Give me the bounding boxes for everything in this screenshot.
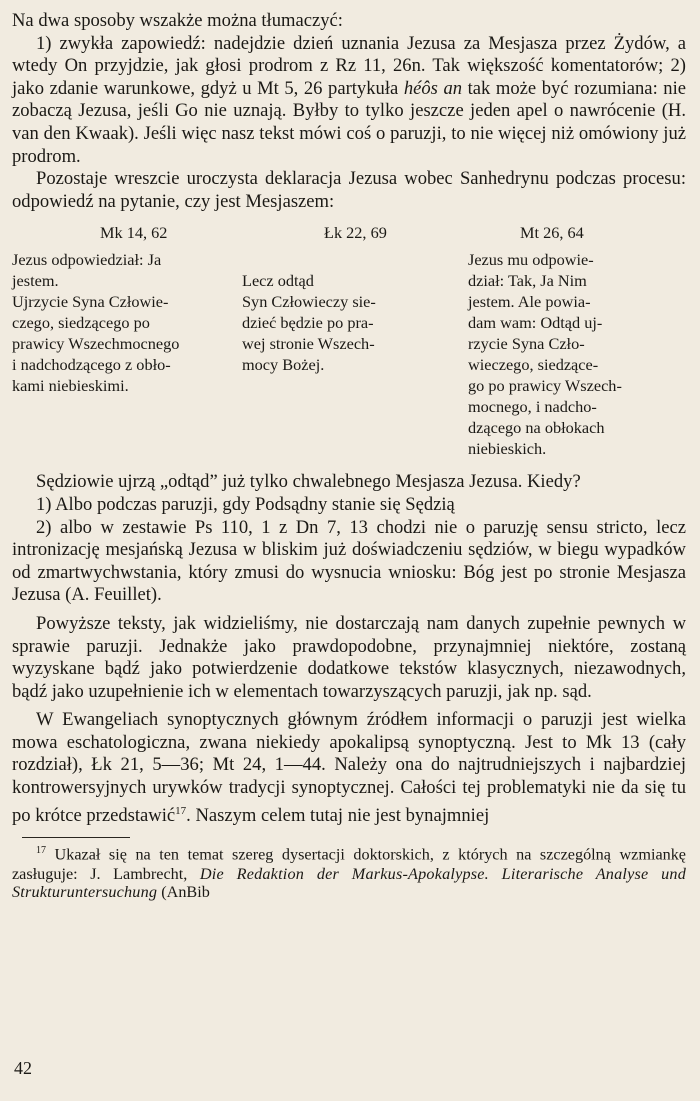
column-line: mocnego, i nadcho-: [468, 397, 597, 417]
column-mt: [468, 249, 678, 459]
paragraph-intro: Na dwa sposoby wszakże można tłumaczyć:: [12, 10, 343, 31]
synoptic-columns: [12, 215, 686, 459]
column-line: kami niebieskimi.: [12, 376, 129, 396]
column-line: Lecz odtąd: [242, 271, 314, 291]
column-line: Jezus mu odpowie-: [468, 250, 594, 270]
column-line: wej stronie Wszech-: [242, 334, 375, 354]
column-line: Syn Człowieczy sie-: [242, 292, 376, 312]
paragraph-synoptic: W Ewangeliach synoptycznych głównym źródłem informacji o paruzji jest wielka mowa eschatologiczna, zwana niekiedy apokalipsą synoptyczną. Jest to Mk 13 (cały rozdział), Łk 21, 5—36; Mt 24, 1—44. Należy ona do najtrudniejszych i najbardziej kontrowersyjnych urywków tradycji synoptycznej. Całości tej problematyki nie da się tu po krótce przedstawić$^{17}$. Naszym celem tutaj nie jest bynajmniej: [12, 709, 686, 826]
column-mk: [12, 249, 242, 459]
paragraph-texts: Powyższe teksty, jak widzieliśmy, nie dostarczają nam danych zupełnie pewnych w sprawie paruzji. Jednakże jako prawdopodobne, przynajmniej niektóre, zostaną wyzyskane bądź jako potwierdzenie dodatkowe tekstów klasycznych, niezawodnych, bądź jako uzupełnienie ich w elementach towarzyszących paruzji, jak np. sąd.: [12, 612, 686, 702]
paragraph-declaration: Pozostaje wreszcie uroczysta deklaracja Jezusa wobec Sanhedrynu podczas procesu: odpowiedź na pytanie, czy jest Mesjaszem:: [12, 168, 686, 212]
column-line: dział: Tak, Ja Nim: [468, 271, 587, 291]
column-lk: [242, 249, 428, 459]
column-line: jestem.: [12, 271, 59, 291]
footnote-number: 17: [36, 845, 46, 857]
paragraph-option-1: 1) Albo podczas paruzji, gdy Podsądny stanie się Sędzią: [36, 493, 455, 515]
footnote-ref: 17: [175, 804, 187, 817]
column-line: prawicy Wszechmocnego: [12, 334, 180, 354]
column-line: dzieć będzie po pra-: [242, 313, 374, 333]
paragraph-option-2: 2) albo w zestawie Ps 110, 1 z Dn 7, 13 chodzi nie o paruzję sensu stricto, lecz intronizację mesjańską Jezusa w bliskim już doświadczeniu sędziów, w biegu wypadków od zmartwychwstania, który zmusi do wysnucia wniosku: Bóg jest po stronie Mesjasza Jezusa (A. Feuillet).: [12, 516, 686, 606]
paragraph-judges: Sędziowie ujrzą „odtąd” już tylko chwalebnego Mesjasza Jezusa. Kiedy?: [36, 471, 581, 493]
column-line: Jezus odpowiedział: Ja: [12, 250, 162, 270]
paragraph-two-interpretations: 1) zwykła zapowiedź: nadejdzie dzień uznania Jezusa za Mesjasza przez Żydów, a wtedy On przyjdzie, jak głosi prodrom z Rz 11, 26n. Tak większość komentatorów; 2) jako zdanie warunkowe, gdyż u Mt 5, 26 partykuła héôs an tak może być rozumiana: nie zobaczą Jezusa, jeśli Go nie uznają. Byłby to tylko jeszcze jeden apel o nawrócenie (H. van den Kwaak). Jeśli więc nasz tekst mówi coś o paruzji, to nie więcej niż omówiony już prodrom.: [12, 32, 686, 167]
column-line: niebieskich.: [468, 439, 547, 459]
column-line: Ujrzycie Syna Człowie-: [12, 292, 169, 312]
column-line: go po prawicy Wszech-: [468, 376, 622, 396]
footnote-rule: [22, 837, 130, 838]
column-line: mocy Bożej.: [242, 355, 325, 375]
column-head-lk: Łk 22, 69: [324, 223, 387, 243]
column-head-mt: Mt 26, 64: [520, 223, 584, 243]
column-line: czego, siedzącego po: [12, 313, 150, 333]
column-line: rzycie Syna Czło-: [468, 334, 585, 354]
column-line: jestem. Ale powia-: [468, 292, 591, 312]
footnote: $^{17}$ Ukazał się na ten temat szereg dysertacji doktorskich, z których na szczególną wzmiankę zasługuje: J. Lambrecht, Die Redaktion der Markus-Apokalypse. Literarische Analyse und Strukturuntersuchung (AnBib: [12, 845, 686, 902]
footnote-italic-title: Die Redaktion der Markus-Apokalypse. Literarische Analyse und Strukturuntersuchung: [12, 864, 686, 902]
italic-term: héôs an: [403, 77, 463, 99]
column-line: wieczego, siedzące-: [468, 355, 599, 375]
page-number: 42: [14, 1058, 32, 1078]
column-line: i nadchodzącego z obło-: [12, 355, 171, 375]
column-line: dam wam: Odtąd uj-: [468, 313, 603, 333]
column-line: dzącego na obłokach: [468, 418, 605, 438]
column-head-mk: Mk 14, 62: [100, 223, 168, 243]
